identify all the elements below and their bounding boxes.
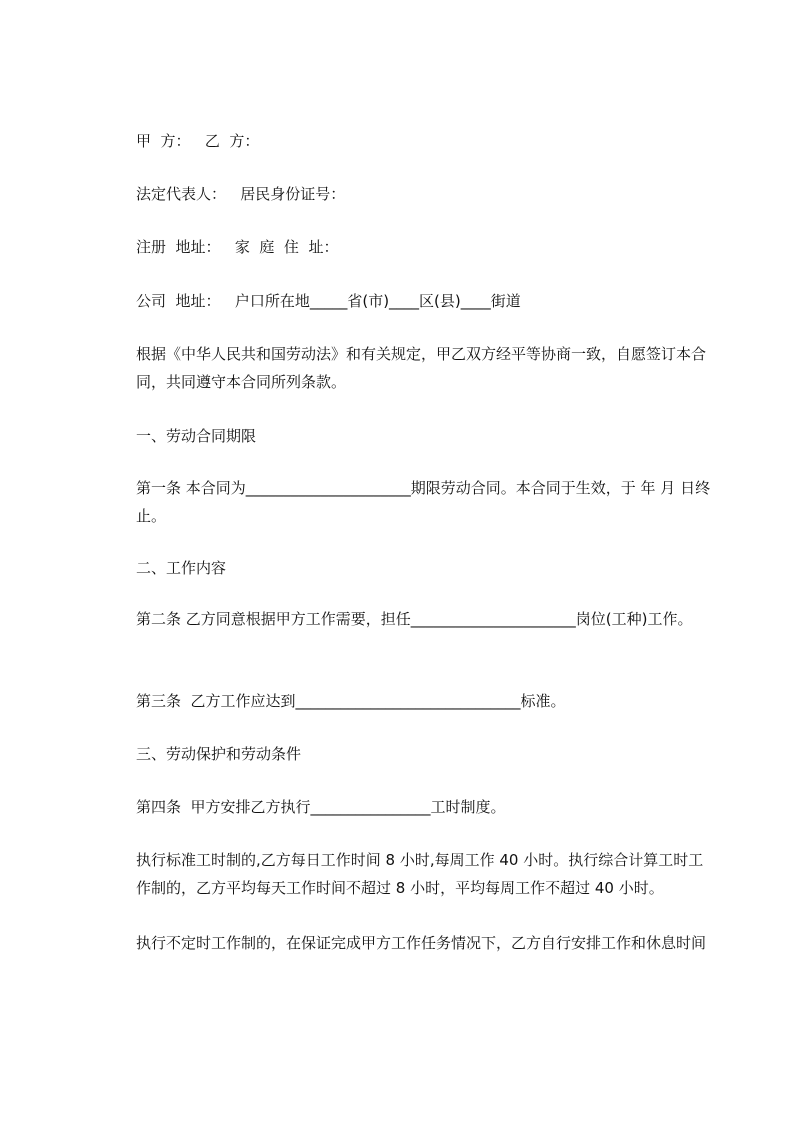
company-address-line: 公司 地址： 户口所在地_____省(市)____区(县)____街道 [136, 292, 521, 310]
intro-paragraph: 根据《中华人民共和国劳动法》和有关规定，甲乙双方经平等协商一致，自愿签订本合同，共同遵守本合同所列条款。 [136, 345, 707, 391]
party-header: 甲 方： 乙 方： [136, 132, 260, 150]
section-3-heading: 三、劳动保护和劳动条件 [136, 745, 302, 763]
section-1-heading: 一、劳动合同期限 [136, 427, 257, 445]
legal-rep-line: 法定代表人： 居民身份证号： [136, 185, 346, 203]
standard-hours-paragraph: 执行标准工时制的,乙方每日工作时间 8 小时,每周工作 40 小时。执行综合计算工时工作制的，乙方平均每天工作时间不超过 8 小时，平均每周工作不超过 40 小时。 [136, 851, 704, 897]
article-1: 第一条 本合同为______________________期限劳动合同。本合同于生效，于 年 月 日终止。 [136, 479, 711, 525]
section-2-heading: 二、工作内容 [136, 559, 227, 577]
flexible-hours-paragraph: 执行不定时工作制的，在保证完成甲方工作任务情况下，乙方自行安排工作和休息时间 [136, 934, 707, 952]
article-3: 第三条 乙方工作应达到______________________________标准。 [136, 692, 566, 710]
article-2: 第二条 乙方同意根据甲方工作需要，担任______________________岗位(工种)工作。 [136, 610, 693, 628]
address-line: 注册 地址： 家 庭 住 址： [136, 238, 339, 256]
article-4: 第四条 甲方安排乙方执行________________工时制度。 [136, 798, 506, 816]
